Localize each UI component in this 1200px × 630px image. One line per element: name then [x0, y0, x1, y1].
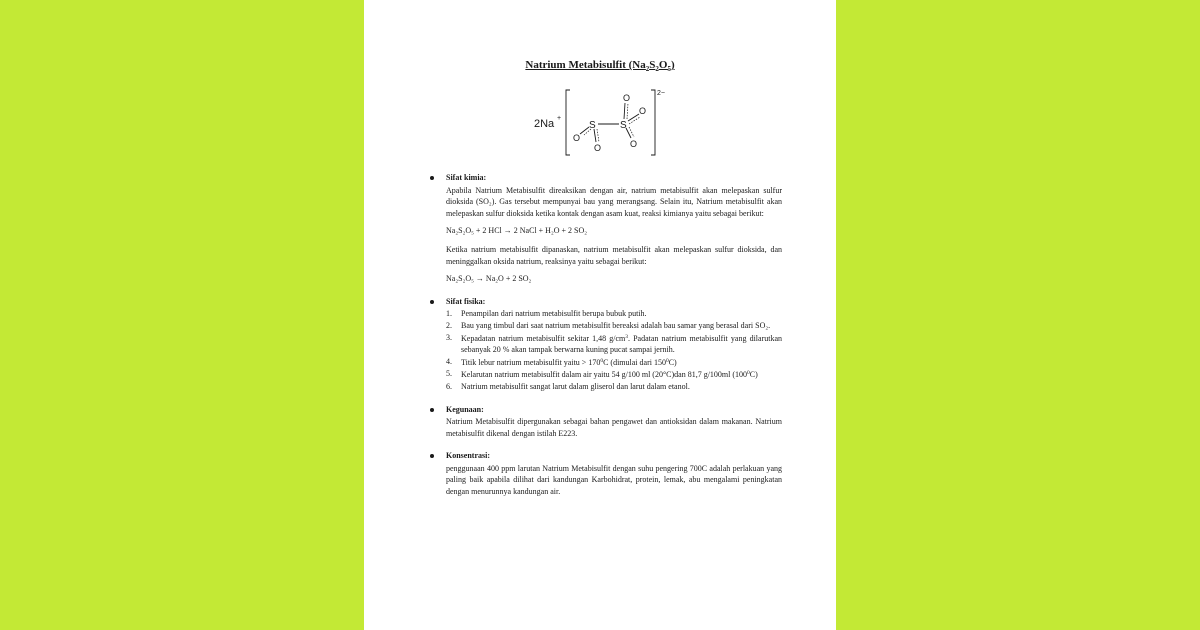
oxygen-atom-2: O — [594, 143, 602, 153]
document-body — [430, 172, 782, 509]
section-konsentrasi — [430, 450, 782, 497]
oxygen-atom-3: O — [623, 93, 631, 103]
list-item: 5. Kelarutan natrium metabisulfit dalam air yaitu 54 g/100 ml (20°C)dan 81,7 g/100ml $(100^0C)$ — [446, 369, 758, 380]
bullet-icon — [430, 176, 434, 180]
anion-charge: 2− — [657, 90, 665, 97]
paragraph: Apabila Natrium Metabisulfit direaksikan dengan air, natrium metabisulfit akan melepaskan sulfur dioksida (SO₂). Gas tersebut mempunyai bau yang merangsang. Selain itu, Natrium metabisulfit akan melepaskan sulfur dioksida ketika kontak dengan asam kuat, reaksi kimianya yaitu sebagai berikut: — [446, 185, 782, 218]
paragraph: penggunaan 400 ppm larutan Natrium Metabisulfit dengan suhu pengering 700C adalah perlakuan yang paling baik apabila dilihat dari kandungan Karbohidrat, protein, lemak, abu mengalami peningkatan dengan menurunnya kandungan air. — [446, 463, 782, 497]
list-item: 6. Natrium metabisulfit sangat larut dalam gliserol dan larut dalam etanol. — [446, 381, 690, 391]
document-title: Natrium Metabisulfit $(Na_2S_2O_5)$ — [525, 59, 675, 74]
left-bracket — [566, 90, 570, 155]
paragraph: Natrium Metabisulfit dipergunakan sebagai bahan pengawet dan antioksidan dalam makanan. Natrium metabisulfit dikenal dengan istilah E223. — [446, 417, 782, 438]
chemical-equation: Na₂S₂O₅ + 2 HCl → 2 NaCl + H₂O + 2 SO₂ — [446, 226, 588, 236]
numbered-list — [446, 308, 782, 392]
structural-formula — [524, 86, 674, 158]
list-item: 4. Titik lebur natrium metabisulfit yaitu > $170^0C$ (dimulai dari $150^0C$) — [446, 356, 677, 367]
sulfur-atom-2: S — [620, 120, 627, 131]
right-bracket — [651, 90, 655, 155]
sulfur-atom-1: S — [589, 120, 596, 131]
cation-label: 2Na — [534, 118, 555, 130]
oxygen-atom-1: O — [573, 133, 581, 143]
section-sifat-kimia — [430, 172, 782, 285]
bullet-icon — [430, 408, 434, 412]
section-heading: Sifat fisika: — [446, 296, 486, 306]
bullet-icon — [430, 454, 434, 458]
section-kegunaan — [430, 404, 782, 440]
list-item: 2. Bau yang timbul dari saat natrium metabisulfit bereaksi adalah bau samar yang berasal dari SO₂. — [446, 320, 771, 330]
list-item: 1. Penampilan dari natrium metabisulfit berupa bubuk putih. — [446, 309, 647, 319]
document-page — [364, 0, 836, 630]
list-item: 3. Kepadatan natrium metabisulfit sekitar 1,48 $g/cm^3$. Padatan natrium metabisulfit yang dilarutkan sebanyak 20 % akan tampak berwarna kuning pucat sampai jernih. — [446, 332, 783, 355]
oxygen-atom-4: O — [639, 106, 647, 116]
cation-charge: + — [557, 115, 562, 122]
chemical-equation: Na₂S₂O₅ → Na₂O + 2 SO₂ — [446, 274, 532, 284]
section-heading: Kegunaan: — [446, 404, 484, 414]
section-heading: Sifat kimia: — [446, 173, 487, 182]
bullet-icon — [430, 300, 434, 304]
oxygen-atom-5: O — [630, 139, 638, 149]
section-sifat-fisika — [430, 296, 782, 393]
paragraph: Ketika natrium metabisulfit dipanaskan, natrium metabisulfit akan melepaskan sulfur dioksida, dan meninggalkan oksida natrium, reaksinya yaitu sebagai berikut: — [446, 244, 782, 266]
section-heading: Konsentrasi: — [446, 451, 490, 461]
